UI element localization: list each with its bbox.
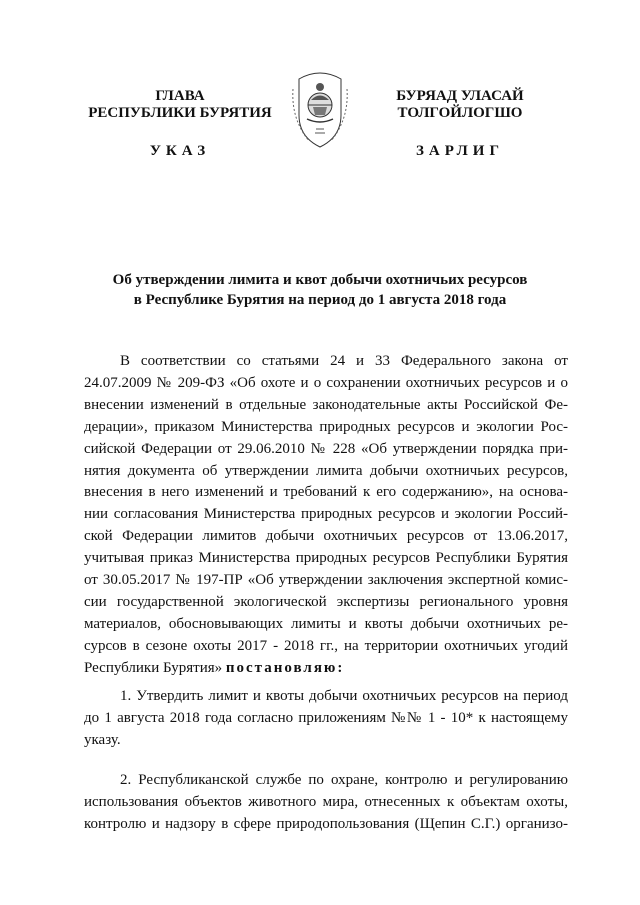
item1-line: 1. Утвердить лимит и квоты добычи охотничьих ресурсов на период — [120, 688, 568, 704]
preamble-last-line — [84, 658, 568, 680]
item2-line: 2. Республиканской службе по охране, контролю и регулированию — [120, 772, 568, 788]
preamble-line: внесения в него изменений и требований к его содержанию», на основа- — [84, 484, 568, 501]
coat-of-arms-emblem — [289, 69, 351, 149]
header-left — [80, 88, 280, 122]
preamble-line: нятия документа об утверждении лимита добычи охотничьих ресурсов, — [84, 462, 568, 479]
preamble-line: сийской Федерации от 29.06.2010 № 228 «Об утверждении порядка при- — [84, 440, 568, 457]
header-left-line2: РЕСПУБЛИКИ БУРЯТИЯ — [88, 105, 272, 121]
preamble-line: 24.07.2009 № 209-ФЗ «Об охоте и о сохранении охотничьих ресурсов и о — [84, 374, 568, 391]
item2-line: контролю и надзору в сфере природопользования (Щепин С.Г.) организо- — [84, 815, 568, 832]
decree-title — [60, 270, 580, 310]
preamble-line: от 30.05.2017 № 197-ПР «Об утверждении заключения экспертной комис- — [84, 572, 568, 589]
item-2-paragraph — [84, 770, 568, 836]
preamble-line: сурсов в сезоне охоты 2017 - 2018 гг., на территории охотничьих угодий — [84, 637, 568, 654]
header-right-line1: БУРЯАД УЛАСАЙ — [396, 88, 524, 104]
preamble-line: нии согласования Министерства природных ресурсов и экологии Россий- — [84, 506, 568, 523]
preamble-last-text: Республики Бурятия» — [84, 659, 223, 676]
item-1-paragraph — [84, 686, 568, 752]
title-line2: в Республике Бурятия на период до 1 августа 2018 года — [133, 292, 507, 308]
preamble-line: внесении изменений в отдельные законодательные акты Российской Фе- — [84, 396, 568, 413]
preamble-line: сии государственной экологической экспертизы регионального уровня — [84, 593, 568, 610]
preamble-line: В соответствии со статьями 24 и 33 Федерального закона от — [120, 353, 568, 369]
header-right-line2: ТОЛГОЙЛОГШО — [397, 105, 523, 121]
title-line1: Об утверждении лимита и квот добычи охотничьих ресурсов — [112, 272, 528, 288]
preamble-line: дерации», приказом Министерства природных ресурсов и экологии Рос- — [84, 418, 568, 435]
item1-line: указу. — [84, 731, 121, 748]
item1-line: до 1 августа 2018 года согласно приложениям №№ 1 - 10* к настоящему — [84, 709, 568, 726]
preamble-line: материалов, обосновывающих лимиты и квоты добычи охотничьих ре- — [84, 615, 568, 632]
preamble-paragraph — [84, 351, 568, 680]
header-right — [370, 88, 550, 122]
header-left-line1: ГЛАВА — [155, 88, 205, 104]
decree-label-bua: ЗАРЛИГ — [415, 143, 505, 159]
preamble-line: учитывая приказ Министерства природных ресурсов Республики Бурятия — [84, 550, 568, 567]
resolves-word: постановляю: — [225, 659, 345, 676]
preamble-line: ской Федерации лимитов добычи охотничьих ресурсов от 13.06.2017, — [84, 528, 568, 545]
item2-line: использования объектов животного мира, отнесенных к объектам охоты, — [84, 793, 568, 810]
decree-label-ru: УКАЗ — [149, 143, 211, 159]
